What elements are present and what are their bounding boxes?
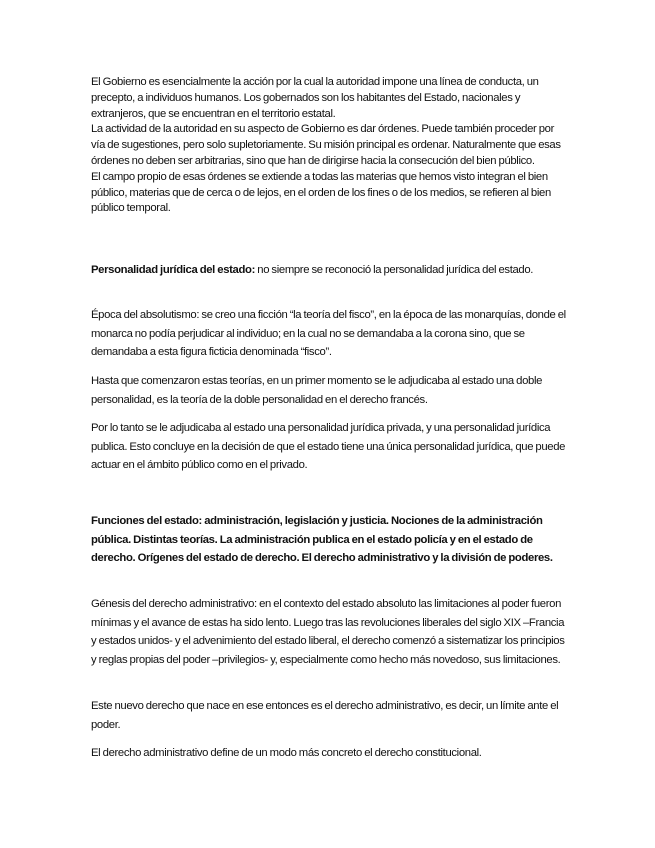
nuevo-derecho-text: Este nuevo derecho que nace en ese entonces es el derecho administrativo, es decir, un límite ante el poder. <box>91 700 559 731</box>
intro-section <box>91 75 566 217</box>
doble-personalidad-paragraph <box>91 372 566 409</box>
define-paragraph <box>91 744 566 763</box>
funciones-heading <box>91 512 566 568</box>
personalidad-paragraph <box>91 261 566 280</box>
personalidad-text: no siempre se reconoció la personalidad jurídica del estado. <box>254 264 534 276</box>
intro-paragraph-campo: El campo propio de esas órdenes se extiende a todas las materias que hemos visto integran el bien público, materias que de cerca o de lejos, en el orden de los fines o de los medios, se refieren al bien público temporal. <box>91 170 551 215</box>
personalidad-lead: Personalidad jurídica del estado: <box>91 264 255 276</box>
doble-personalidad-text: Hasta que comenzaron estas teorías, en un primer momento se le adjudicaba al estado una doble personalidad, es la teoría de la doble personalidad en el derecho francés. <box>91 375 543 406</box>
funciones-heading-text: Funciones del estado: administración, legislación y justicia. Nociones de la administración pública. Distintas teorías. La administración publica en el estado policía y en el estado de derecho. Orígenes del estado de derecho. El derecho administrativo y la división de poderes. <box>91 515 553 564</box>
nuevo-derecho-paragraph <box>91 697 566 734</box>
genesis-paragraph <box>91 595 566 669</box>
unica-personalidad-text: Por lo tanto se le adjudicaba al estado una personalidad jurídica privada, y una personalidad jurídica publica. Esto concluye en la decisión de que el estado tiene una única personalidad jurídica, que puede actuar en el ámbito público como en el privado. <box>91 422 566 471</box>
genesis-text: Génesis del derecho administrativo: en el contexto del estado absoluto las limitaciones al poder fueron mínimas y el avance de estas ha sido lento. Luego tras las revoluciones liberales del siglo XIX –Francia y estados unidos- y el advenimiento del estado liberal, el derecho comenzó a sistematizar los principios y reglas propias del poder –privilegios- y, especialmente como hecho más novedoso, sus limitaciones. <box>91 598 565 666</box>
define-text: El derecho administrativo define de un modo más concreto el derecho constitucional. <box>91 747 482 759</box>
absolutismo-paragraph <box>91 306 566 362</box>
absolutismo-text: Época del absolutismo: se creo una ficción “la teoría del fisco”, en la época de las monarquías, donde el monarca no podía perjudicar al individuo; en la cual no se demandaba a la corona sino, que se demandaba a esta figura ficticia denominada “fisco”. <box>91 309 566 358</box>
intro-paragraph-actividad: La actividad de la autoridad en su aspecto de Gobierno es dar órdenes. Puede también proceder por vía de sugestiones, pero solo supletoriamente. Su misión principal es ordenar. Naturalmente que esas órdenes no deben ser arbitrarias, sino que han de dirigirse hacia la consecución del bien público. <box>91 123 561 167</box>
unica-personalidad-paragraph <box>91 419 566 475</box>
intro-paragraph-gobierno: El Gobierno es esencialmente la acción por la cual la autoridad impone una línea de conducta, un precepto, a individuos humanos. Los gobernados son los habitantes del Estado, nacionales y extranjeros, que se encuentran en el territorio estatal. <box>91 76 539 120</box>
